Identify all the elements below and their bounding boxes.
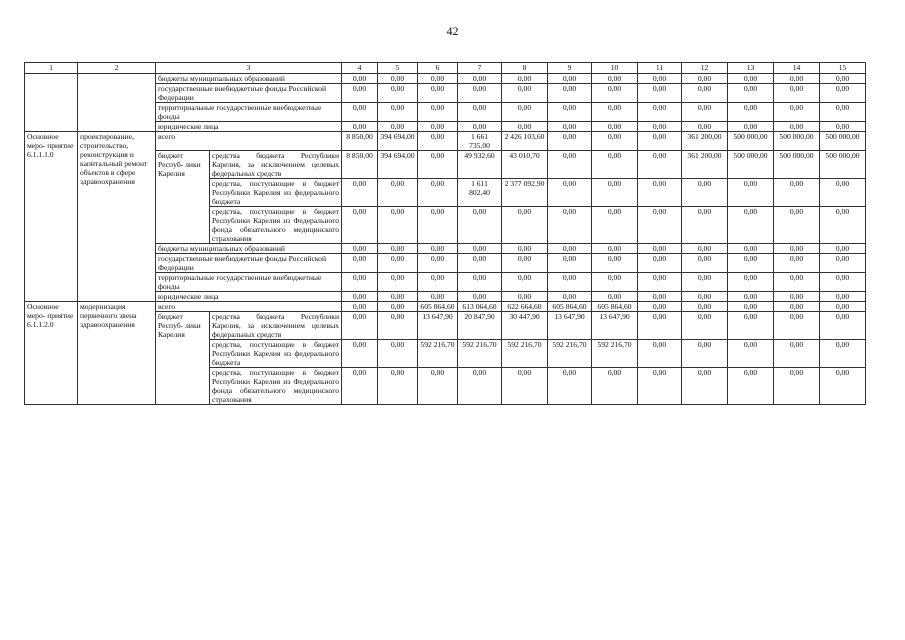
value-cell: 2 426 103,60 <box>502 132 548 151</box>
source-label: юридические лица <box>156 292 342 302</box>
column-number: 10 <box>592 63 638 74</box>
value-cell: 0,00 <box>342 292 378 302</box>
value-cell: 0,00 <box>418 103 458 122</box>
value-cell: 500 000,00 <box>774 151 820 179</box>
value-cell: 0,00 <box>342 254 378 273</box>
value-cell: 0,00 <box>728 368 774 405</box>
value-cell: 0,00 <box>342 74 378 84</box>
value-cell: 394 694,00 <box>378 132 418 151</box>
source-label: территориальные государственные внебюджетные фонды <box>156 273 342 292</box>
value-cell: 0,00 <box>820 103 866 122</box>
value-cell: 0,00 <box>682 207 728 244</box>
value-cell: 0,00 <box>728 273 774 292</box>
value-cell: 0,00 <box>820 302 866 312</box>
value-cell: 0,00 <box>638 103 682 122</box>
value-cell: 8 850,00 <box>342 151 378 179</box>
value-cell: 0,00 <box>548 122 592 132</box>
value-cell: 0,00 <box>774 74 820 84</box>
value-cell: 0,00 <box>418 132 458 151</box>
value-cell: 0,00 <box>342 312 378 340</box>
value-cell: 0,00 <box>682 84 728 103</box>
source-label: средства, поступающие в бюджет Республики Карелия из Федерального фонда обязательного медицинского страхования <box>210 207 342 244</box>
value-cell: 0,00 <box>502 273 548 292</box>
value-cell: 0,00 <box>682 103 728 122</box>
column-number: 9 <box>548 63 592 74</box>
value-cell: 0,00 <box>774 103 820 122</box>
value-cell: 0,00 <box>682 122 728 132</box>
value-cell: 0,00 <box>378 122 418 132</box>
value-cell: 500 000,00 <box>820 132 866 151</box>
value-cell: 0,00 <box>592 368 638 405</box>
value-cell: 0,00 <box>728 292 774 302</box>
value-cell: 0,00 <box>774 122 820 132</box>
value-cell: 0,00 <box>682 179 728 207</box>
source-label: средства, поступающие в бюджет Республики Карелия из федерального бюджета <box>210 340 342 368</box>
value-cell: 0,00 <box>638 122 682 132</box>
value-cell: 0,00 <box>458 74 502 84</box>
value-cell: 0,00 <box>682 292 728 302</box>
source-label: средства, поступающие в бюджет Республики Карелия из федерального бюджета <box>210 179 342 207</box>
value-cell: 0,00 <box>342 103 378 122</box>
value-cell: 0,00 <box>728 122 774 132</box>
value-cell: 0,00 <box>774 368 820 405</box>
value-cell: 0,00 <box>418 179 458 207</box>
budget-label: бюджет Респуб- лики Карелия <box>156 151 210 244</box>
value-cell: 0,00 <box>592 122 638 132</box>
value-cell: 0,00 <box>418 244 458 254</box>
value-cell: 0,00 <box>418 254 458 273</box>
value-cell: 0,00 <box>638 132 682 151</box>
value-cell: 0,00 <box>502 244 548 254</box>
value-cell: 0,00 <box>638 340 682 368</box>
value-cell: 0,00 <box>638 151 682 179</box>
value-cell: 0,00 <box>820 312 866 340</box>
empty-cell <box>78 74 156 132</box>
value-cell: 0,00 <box>548 179 592 207</box>
value-cell: 0,00 <box>774 207 820 244</box>
value-cell: 0,00 <box>342 340 378 368</box>
value-cell: 0,00 <box>548 151 592 179</box>
value-cell: 0,00 <box>458 292 502 302</box>
value-cell: 0,00 <box>820 244 866 254</box>
value-cell: 13 647,90 <box>548 312 592 340</box>
value-cell: 0,00 <box>728 207 774 244</box>
value-cell: 0,00 <box>638 273 682 292</box>
value-cell: 20 847,90 <box>458 312 502 340</box>
page-number: 42 <box>446 24 459 38</box>
value-cell: 605 864,60 <box>592 302 638 312</box>
column-number: 5 <box>378 63 418 74</box>
value-cell: 0,00 <box>774 254 820 273</box>
value-cell: 0,00 <box>728 302 774 312</box>
column-number: 14 <box>774 63 820 74</box>
value-cell: 0,00 <box>502 292 548 302</box>
value-cell: 0,00 <box>728 340 774 368</box>
column-number: 6 <box>418 63 458 74</box>
value-cell: 0,00 <box>458 368 502 405</box>
value-cell: 0,00 <box>548 254 592 273</box>
value-cell: 0,00 <box>502 207 548 244</box>
value-cell: 0,00 <box>682 273 728 292</box>
value-cell: 0,00 <box>820 368 866 405</box>
value-cell: 0,00 <box>458 254 502 273</box>
value-cell: 0,00 <box>682 340 728 368</box>
value-cell: 500 000,00 <box>728 132 774 151</box>
value-cell: 0,00 <box>502 254 548 273</box>
value-cell: 0,00 <box>682 244 728 254</box>
value-cell: 0,00 <box>458 122 502 132</box>
source-label: бюджеты муниципальных образований <box>156 244 342 254</box>
source-label: средства бюджета Республики Карелия, за исключением целевых федеральных средств <box>210 151 342 179</box>
value-cell: 0,00 <box>774 179 820 207</box>
value-cell: 622 664,60 <box>502 302 548 312</box>
source-label: государственные внебюджетные фонды Российской Федерации <box>156 84 342 103</box>
value-cell: 0,00 <box>820 179 866 207</box>
value-cell: 592 216,70 <box>458 340 502 368</box>
value-cell: 592 216,70 <box>548 340 592 368</box>
value-cell: 0,00 <box>378 103 418 122</box>
value-cell: 0,00 <box>548 74 592 84</box>
value-cell: 0,00 <box>502 103 548 122</box>
value-cell: 0,00 <box>820 207 866 244</box>
source-label: средства бюджета Республики Карелия, за исключением целевых федеральных средств <box>210 312 342 340</box>
source-label: средства, поступающие в бюджет Республики Карелия из Федерального фонда обязательного медицинского страхования <box>210 368 342 405</box>
value-cell: 0,00 <box>592 254 638 273</box>
value-cell: 0,00 <box>592 74 638 84</box>
column-number: 4 <box>342 63 378 74</box>
value-cell: 500 000,00 <box>728 151 774 179</box>
value-cell: 2 377 092,90 <box>502 179 548 207</box>
value-cell: 500 000,00 <box>820 151 866 179</box>
value-cell: 0,00 <box>342 122 378 132</box>
value-cell: 0,00 <box>592 84 638 103</box>
value-cell: 0,00 <box>378 244 418 254</box>
value-cell: 0,00 <box>682 368 728 405</box>
measure-name: проектирование, строительство, реконструкция и капитальный ремонт объектов в сфере здравоохранения <box>78 132 156 302</box>
value-cell: 0,00 <box>378 302 418 312</box>
value-cell: 0,00 <box>548 244 592 254</box>
value-cell: 0,00 <box>342 273 378 292</box>
value-cell: 0,00 <box>638 312 682 340</box>
value-cell: 0,00 <box>548 132 592 151</box>
column-number-row <box>25 63 866 74</box>
value-cell: 0,00 <box>774 292 820 302</box>
value-cell: 605 864,60 <box>418 302 458 312</box>
value-cell: 0,00 <box>342 368 378 405</box>
value-cell: 0,00 <box>728 103 774 122</box>
value-cell: 0,00 <box>418 122 458 132</box>
value-cell: 30 447,90 <box>502 312 548 340</box>
source-label: бюджеты муниципальных образований <box>156 74 342 84</box>
measure-code: Основное меро- приятие 6.1.1.2.0 <box>25 302 78 405</box>
value-cell: 0,00 <box>774 312 820 340</box>
value-cell: 605 864,60 <box>548 302 592 312</box>
value-cell: 0,00 <box>592 103 638 122</box>
value-cell: 0,00 <box>638 74 682 84</box>
value-cell: 0,00 <box>378 273 418 292</box>
column-number: 3 <box>156 63 342 74</box>
source-label: юридические лица <box>156 122 342 132</box>
value-cell: 0,00 <box>638 302 682 312</box>
value-cell: 49 932,60 <box>458 151 502 179</box>
value-cell: 0,00 <box>502 368 548 405</box>
value-cell: 0,00 <box>548 368 592 405</box>
value-cell: 43 010,70 <box>502 151 548 179</box>
value-cell: 0,00 <box>378 312 418 340</box>
value-cell: 394 694,00 <box>378 151 418 179</box>
value-cell: 0,00 <box>378 254 418 273</box>
value-cell: 592 216,70 <box>502 340 548 368</box>
value-cell: 0,00 <box>682 74 728 84</box>
value-cell: 0,00 <box>682 254 728 273</box>
value-cell: 0,00 <box>458 244 502 254</box>
value-cell: 13 647,90 <box>592 312 638 340</box>
table-row <box>25 302 866 312</box>
value-cell: 500 000,00 <box>774 132 820 151</box>
column-number: 15 <box>820 63 866 74</box>
value-cell: 0,00 <box>548 84 592 103</box>
value-cell: 8 850,00 <box>342 132 378 151</box>
value-cell: 0,00 <box>592 207 638 244</box>
value-cell: 0,00 <box>592 179 638 207</box>
value-cell: 0,00 <box>378 207 418 244</box>
value-cell: 0,00 <box>820 122 866 132</box>
measure-name: модернизация первичного звена здравоохранения <box>78 302 156 405</box>
value-cell: 0,00 <box>548 103 592 122</box>
value-cell: 0,00 <box>638 207 682 244</box>
value-cell: 0,00 <box>592 292 638 302</box>
value-cell: 0,00 <box>502 122 548 132</box>
value-cell: 613 064,60 <box>458 302 502 312</box>
value-cell: 0,00 <box>774 340 820 368</box>
value-cell: 0,00 <box>378 84 418 103</box>
value-cell: 0,00 <box>682 312 728 340</box>
value-cell: 0,00 <box>458 273 502 292</box>
column-number: 11 <box>638 63 682 74</box>
value-cell: 1 661 735,00 <box>458 132 502 151</box>
value-cell: 0,00 <box>342 207 378 244</box>
value-cell: 0,00 <box>774 244 820 254</box>
value-cell: 0,00 <box>728 84 774 103</box>
value-cell: 0,00 <box>638 368 682 405</box>
value-cell: 0,00 <box>418 368 458 405</box>
value-cell: 0,00 <box>638 292 682 302</box>
column-number: 1 <box>25 63 78 74</box>
budget-table <box>24 62 866 405</box>
value-cell: 0,00 <box>418 151 458 179</box>
value-cell: 0,00 <box>458 207 502 244</box>
value-cell: 0,00 <box>820 84 866 103</box>
value-cell: 13 647,90 <box>418 312 458 340</box>
value-cell: 0,00 <box>418 74 458 84</box>
value-cell: 0,00 <box>820 292 866 302</box>
value-cell: 0,00 <box>592 132 638 151</box>
value-cell: 361 200,00 <box>682 151 728 179</box>
value-cell: 0,00 <box>342 302 378 312</box>
source-label: государственные внебюджетные фонды Российской Федерации <box>156 254 342 273</box>
column-number: 12 <box>682 63 728 74</box>
value-cell: 0,00 <box>502 74 548 84</box>
value-cell: 0,00 <box>728 179 774 207</box>
value-cell: 0,00 <box>502 84 548 103</box>
value-cell: 0,00 <box>418 207 458 244</box>
value-cell: 0,00 <box>728 74 774 84</box>
value-cell: 0,00 <box>592 151 638 179</box>
value-cell: 0,00 <box>592 273 638 292</box>
value-cell: 0,00 <box>728 254 774 273</box>
measure-code: Основное меро- приятие 6.1.1.1.0 <box>25 132 78 302</box>
value-cell: 0,00 <box>342 244 378 254</box>
value-cell: 0,00 <box>548 292 592 302</box>
value-cell: 0,00 <box>378 179 418 207</box>
value-cell: 0,00 <box>458 103 502 122</box>
value-cell: 361 200,00 <box>682 132 728 151</box>
value-cell: 0,00 <box>638 254 682 273</box>
value-cell: 0,00 <box>820 74 866 84</box>
table-row <box>25 74 866 84</box>
value-cell: 0,00 <box>378 292 418 302</box>
value-cell: 0,00 <box>548 207 592 244</box>
value-cell: 0,00 <box>378 368 418 405</box>
value-cell: 0,00 <box>342 179 378 207</box>
value-cell: 0,00 <box>728 312 774 340</box>
value-cell: 0,00 <box>458 84 502 103</box>
value-cell: 0,00 <box>418 273 458 292</box>
value-cell: 0,00 <box>418 292 458 302</box>
value-cell: 592 216,70 <box>418 340 458 368</box>
value-cell: 0,00 <box>774 273 820 292</box>
value-cell: 1 611 802,40 <box>458 179 502 207</box>
value-cell: 0,00 <box>378 340 418 368</box>
value-cell: 0,00 <box>820 340 866 368</box>
column-number: 8 <box>502 63 548 74</box>
total-label: всего <box>156 132 342 151</box>
value-cell: 0,00 <box>682 302 728 312</box>
column-number: 13 <box>728 63 774 74</box>
value-cell: 0,00 <box>638 244 682 254</box>
column-number: 7 <box>458 63 502 74</box>
value-cell: 0,00 <box>774 84 820 103</box>
value-cell: 592 216,70 <box>592 340 638 368</box>
value-cell: 0,00 <box>638 84 682 103</box>
value-cell: 0,00 <box>820 273 866 292</box>
value-cell: 0,00 <box>728 244 774 254</box>
value-cell: 0,00 <box>592 244 638 254</box>
budget-label: бюджет Респуб- лики Карелия <box>156 312 210 405</box>
total-label: всего <box>156 302 342 312</box>
value-cell: 0,00 <box>378 74 418 84</box>
table-row <box>25 132 866 151</box>
value-cell: 0,00 <box>342 84 378 103</box>
value-cell: 0,00 <box>638 179 682 207</box>
value-cell: 0,00 <box>774 302 820 312</box>
value-cell: 0,00 <box>820 254 866 273</box>
column-number: 2 <box>78 63 156 74</box>
value-cell: 0,00 <box>548 273 592 292</box>
value-cell: 0,00 <box>418 84 458 103</box>
empty-cell <box>25 74 78 132</box>
source-label: территориальные государственные внебюджетные фонды <box>156 103 342 122</box>
